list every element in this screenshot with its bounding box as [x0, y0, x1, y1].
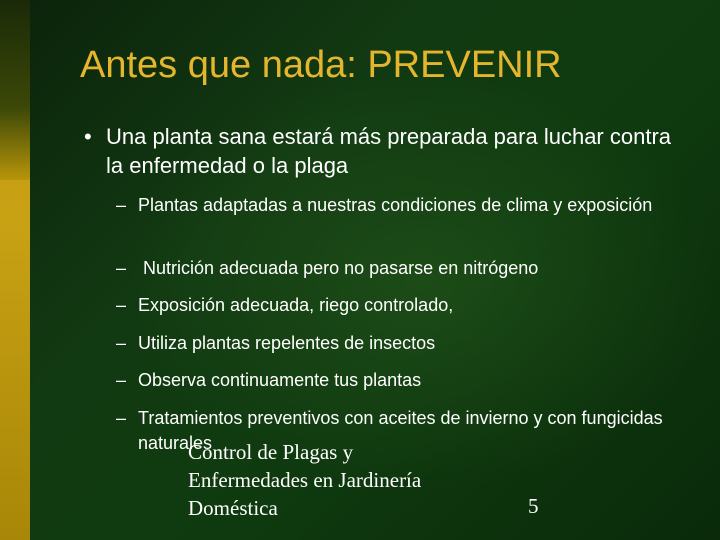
sub-bullet-text: Exposición adecuada, riego controlado,: [138, 295, 454, 315]
bullet-marker: •: [84, 124, 92, 149]
slide-title: Antes que nada: PREVENIR: [80, 44, 562, 86]
footer-line-2: Enfermedades en Jardinería: [188, 468, 422, 492]
footer-line-1: Control de Plagas y: [188, 440, 354, 464]
sub-bullet-text: Nutrición adecuada pero no pasarse en nitrógeno: [138, 258, 539, 278]
sub-bullet-text: Plantas adaptadas a nuestras condiciones de clima y exposición: [138, 195, 653, 215]
main-bullet-text: Una planta sana estará más preparada para luchar contra la enfermedad o la plaga: [106, 124, 672, 178]
sub-bullet-marker: –: [116, 408, 127, 428]
sub-bullet-marker: –: [116, 370, 127, 390]
sub-bullet-marker: –: [116, 258, 127, 278]
sub-bullet-text: Utiliza plantas repelentes de insectos: [138, 333, 436, 353]
footer-line-3: Doméstica: [188, 496, 278, 520]
sub-bullet-marker: –: [116, 295, 127, 315]
sub-bullet-text: Tratamientos preventivos con aceites de invierno y con fungicidas naturales: [138, 408, 663, 453]
slide-footer: [188, 438, 488, 522]
sub-bullet-text: Observa continuamente tus plantas: [138, 370, 422, 390]
sub-bullet-marker: –: [116, 195, 127, 215]
page-number: 5: [528, 494, 539, 518]
sub-bullet-marker: –: [116, 333, 127, 353]
